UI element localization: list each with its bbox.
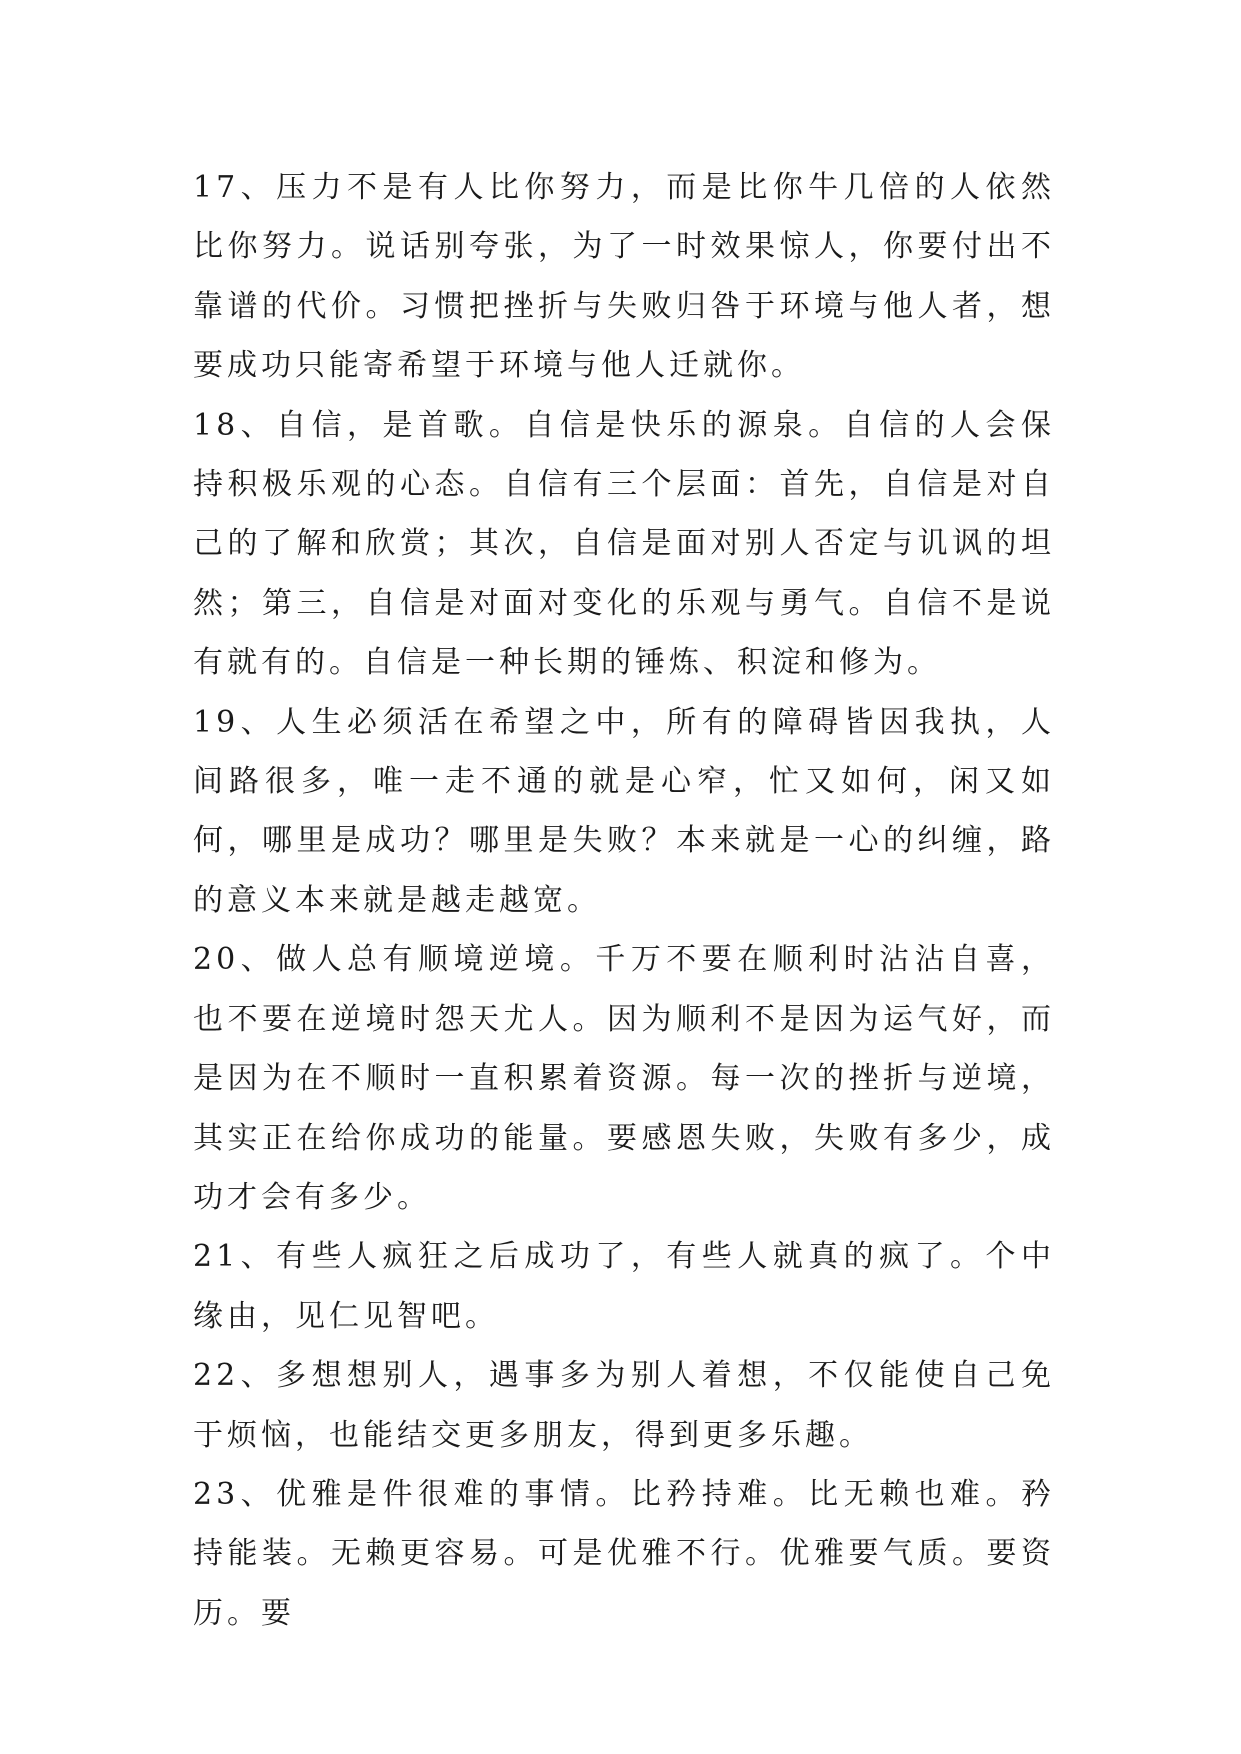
document-body bbox=[193, 158, 1055, 1643]
paragraph-17: 17、压力不是有人比你努力，而是比你牛几倍的人依然比你努力。说话别夸张，为了一时效果惊人，你要付出不靠谱的代价。习惯把挫折与失败归咎于环境与他人者，想要成功只能寄希望于环境与他人迁就你。 bbox=[193, 170, 1055, 384]
paragraph-21: 21、有些人疯狂之后成功了，有些人就真的疯了。个中缘由，见仁见智吧。 bbox=[193, 1239, 1055, 1334]
paragraph-20: 20、做人总有顺境逆境。千万不要在顺利时沾沾自喜，也不要在逆境时怨天尤人。因为顺利不是因为运气好，而是因为在不顺时一直积累着资源。每一次的挫折与逆境，其实正在给你成功的能量。要感恩失败，失败有多少，成功才会有多少。 bbox=[193, 942, 1055, 1215]
paragraph-22: 22、多想想别人，遇事多为别人着想，不仅能使自己免于烦恼，也能结交更多朋友，得到更多乐趣。 bbox=[193, 1358, 1055, 1453]
paragraph-19: 19、人生必须活在希望之中，所有的障碍皆因我执，人间路很多，唯一走不通的就是心窄，忙又如何，闲又如何，哪里是成功？哪里是失败？本来就是一心的纠缠，路的意义本来就是越走越宽。 bbox=[193, 704, 1055, 918]
paragraph-23: 23、优雅是件很难的事情。比矜持难。比无赖也难。矜持能装。无赖更容易。可是优雅不行。优雅要气质。要资历。要 bbox=[193, 1476, 1055, 1631]
paragraph-18: 18、自信，是首歌。自信是快乐的源泉。自信的人会保持积极乐观的心态。自信有三个层面：首先，自信是对自己的了解和欣赏；其次，自信是面对别人否定与讥讽的坦然；第三，自信是对面对变化的乐观与勇气。自信不是说有就有的。自信是一种长期的锤炼、积淀和修为。 bbox=[193, 407, 1055, 681]
